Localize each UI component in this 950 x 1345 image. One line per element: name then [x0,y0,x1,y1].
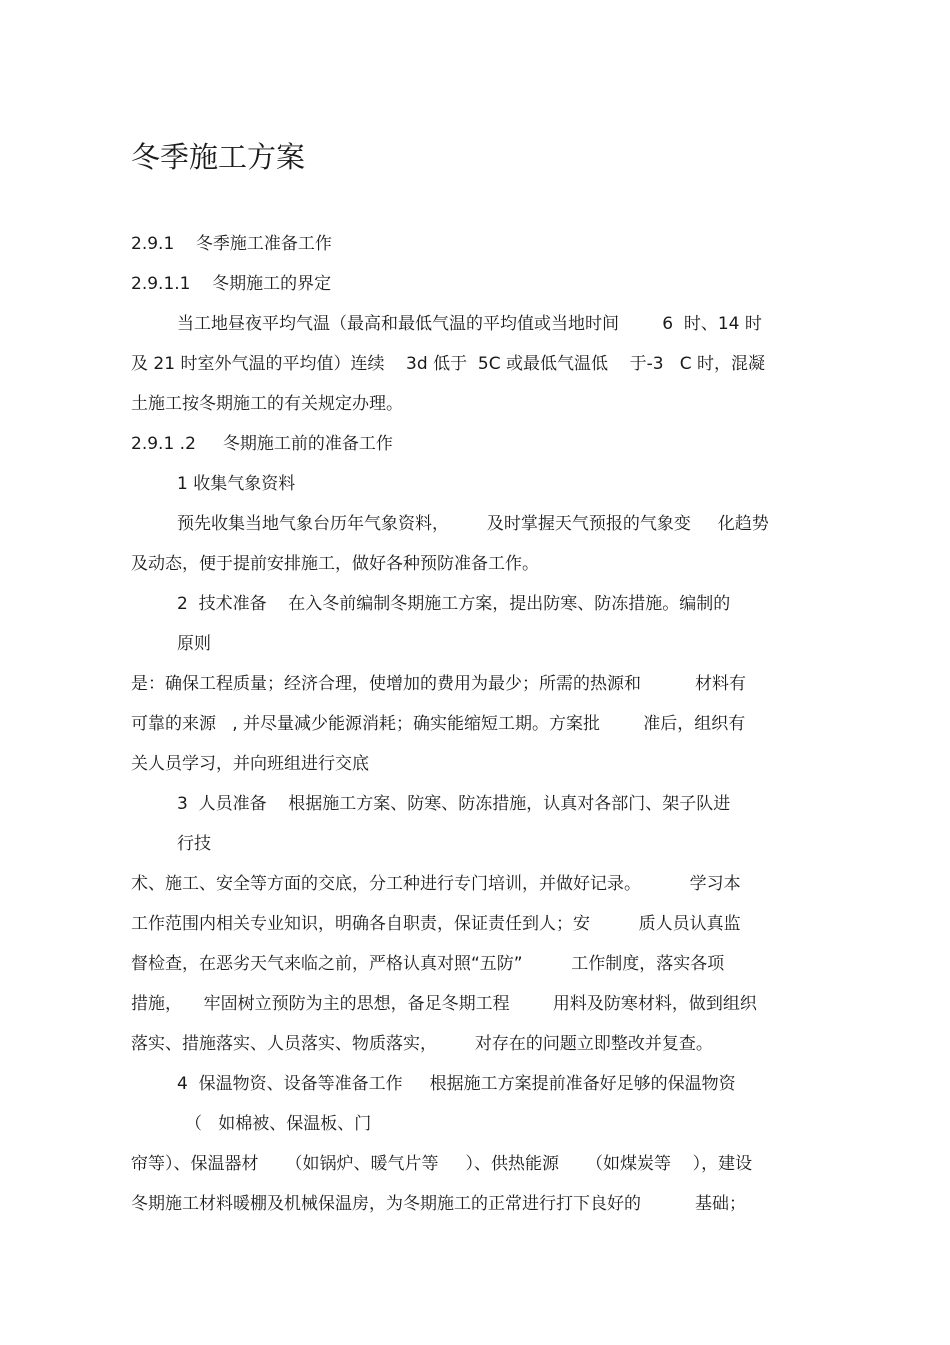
paragraph-line: 是：确保工程质量；经济合理，使增加的费用为最少；所需的热源和 材料有 [131,674,747,694]
paragraph-line: 关人员学习，并向班组进行交底 [131,754,369,774]
page-title: 冬季施工方案 [131,140,306,174]
list-item-heading: 1 收集气象资料 [177,474,296,494]
paragraph-line: 原则 [177,634,211,654]
paragraph-line: 土施工按冬期施工的有关规定办理。 [131,394,403,414]
list-item-heading: 4 保温物资、设备等准备工作 根据施工方案提前准备好足够的保温物资 [177,1074,736,1094]
paragraph-line: 帘等）、保温器材 （如锅炉、暖气片等 ）、供热能源 （如煤炭等 ），建设 [131,1154,753,1174]
paragraph-line: 当工地昼夜平均气温（最高和最低气温的平均值或当地时间 6 时、14 时 [177,314,762,334]
paragraph-line: 落实、措施落实、人员落实、物质落实， 对存在的问题立即整改并复查。 [131,1034,713,1054]
paragraph-line: （ 如棉被、保温板、门 [185,1114,372,1134]
paragraph-line: 及 21 时室外气温的平均值）连续 3d 低于 5C 或最低气温低 于-3 C 时，混凝 [131,354,766,374]
paragraph-line: 预先收集当地气象台历年气象资料， 及时掌握天气预报的气象变 化趋势 [177,514,769,534]
paragraph-line: 可靠的来源 , 并尽量减少能源消耗；确实能缩短工期。方案批 准后，组织有 [131,714,746,734]
paragraph-line: 术、施工、安全等方面的交底，分工种进行专门培训，并做好记录。 学习本 [131,874,741,894]
paragraph-line: 冬期施工材料暖棚及机械保温房，为冬期施工的正常进行打下良好的 基础； [131,1194,747,1214]
section-heading: 2.9.1 冬季施工准备工作 [131,234,332,254]
subsection-heading: 2.9.1.1 冬期施工的界定 [131,274,332,294]
list-item-heading: 3 人员准备 根据施工方案、防寒、防冻措施，认真对各部门、架子队进 [177,794,731,814]
paragraph-line: 行技 [177,834,211,854]
subsection-heading: 2.9.1 .2 冬期施工前的准备工作 [131,434,393,454]
paragraph-line: 工作范围内相关专业知识，明确各自职责，保证责任到人；安 质人员认真监 [131,914,741,934]
paragraph-line: 及动态，便于提前安排施工，做好各种预防准备工作。 [131,554,539,574]
paragraph-line: 督检查，在恶劣天气来临之前，严格认真对照“五防” 工作制度，落实各项 [131,954,725,974]
list-item-heading: 2 技术准备 在入冬前编制冬期施工方案，提出防寒、防冻措施。编制的 [177,594,731,614]
paragraph-line: 措施， 牢固树立预防为主的思想，备足冬期工程 用料及防寒材料，做到组织 [131,994,757,1014]
